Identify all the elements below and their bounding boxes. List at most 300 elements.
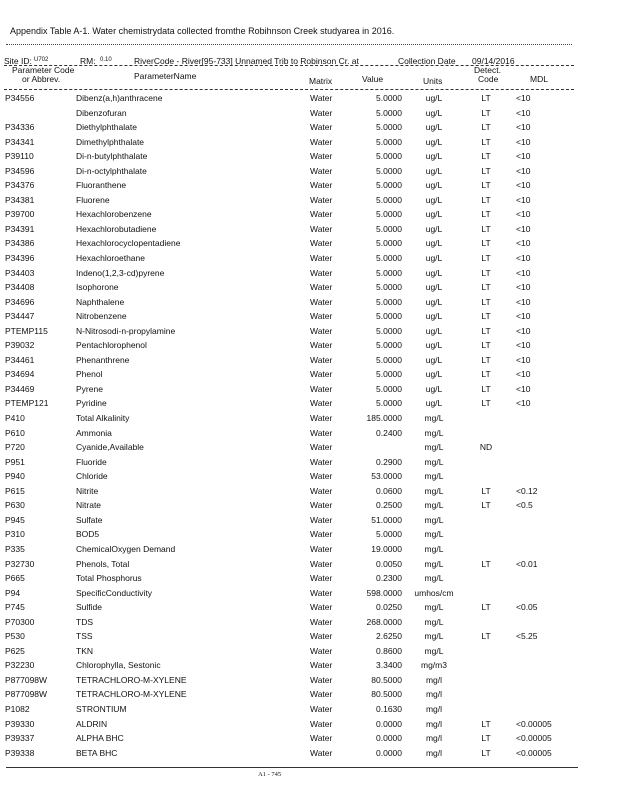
param-code-cell: P32230 (5, 660, 35, 671)
units-cell: mg/L (424, 514, 444, 525)
units-cell: ug/L (425, 267, 443, 278)
param-code-cell: P34696 (5, 296, 35, 307)
matrix-cell: Water (310, 573, 333, 584)
matrix-cell: Water (310, 253, 333, 264)
param-code-cell: P610 (5, 427, 25, 438)
units-cell: mg/L (424, 631, 444, 642)
table-row (4, 367, 574, 382)
rm-value: 0.10 (100, 57, 112, 63)
mdl-cell: <10 (516, 383, 531, 394)
matrix-cell: Water (310, 471, 333, 482)
header-top-dashed-line (4, 65, 574, 66)
param-name-cell: Dibenzofuran (76, 107, 127, 118)
param-name-cell: N-Nitrosodi-n-propylamine (76, 325, 176, 336)
param-code-cell: P530 (5, 631, 25, 642)
value-cell: 5.0000 (376, 340, 402, 351)
detect-code-cell: LT (481, 282, 491, 293)
value-cell: 0.2400 (376, 427, 402, 438)
param-code-cell: P335 (5, 543, 25, 554)
units-cell: mg/l (425, 674, 443, 685)
matrix-cell: Water (310, 456, 333, 467)
value-cell: 5.0000 (376, 165, 402, 176)
param-name-cell: Hexachlorobutadiene (76, 223, 157, 234)
page-number: A1 - 745 (258, 771, 282, 778)
units-cell: ug/L (425, 194, 443, 205)
param-code-cell: PTEMP121 (5, 398, 49, 409)
units-cell: mg/L (424, 529, 444, 540)
detect-code-cell: LT (481, 238, 491, 249)
param-name-cell: Nitrite (76, 485, 99, 496)
units-cell: mg/l (425, 689, 443, 700)
mdl-cell: <0.00005 (516, 718, 552, 729)
value-cell: 0.8600 (376, 645, 402, 656)
detect-code-cell: LT (481, 296, 491, 307)
table-row (4, 527, 574, 542)
value-cell: 5.0000 (376, 383, 402, 394)
value-cell: 185.0000 (366, 413, 402, 424)
value-cell: 5.0000 (376, 180, 402, 191)
matrix-cell: Water (310, 674, 333, 685)
matrix-cell: Water (310, 747, 333, 758)
param-name-cell: Pentachlorophenol (76, 340, 147, 351)
table-row (4, 106, 574, 121)
table-row (4, 295, 574, 310)
table-row (4, 746, 574, 761)
mdl-cell: <0.00005 (516, 733, 552, 744)
mdl-cell: <10 (516, 223, 531, 234)
collection-date-value: 09/14/2016 (472, 56, 515, 66)
mdl-cell: <10 (516, 325, 531, 336)
value-cell: 5.0000 (376, 238, 402, 249)
site-id-label: Site ID: (4, 56, 32, 66)
matrix-cell: Water (310, 558, 333, 569)
value-cell: 5.0000 (376, 107, 402, 118)
matrix-cell: Water (310, 311, 333, 322)
detect-code-cell: LT (481, 558, 491, 569)
matrix-cell: Water (310, 602, 333, 613)
detect-code-cell: LT (481, 383, 491, 394)
param-name-cell: TSS (76, 631, 93, 642)
value-cell: 19.0000 (371, 543, 402, 554)
param-name-cell: ChemicalOxygen Demand (76, 543, 176, 554)
units-cell: ug/L (425, 369, 443, 380)
param-name-cell: Hexachloroethane (76, 253, 145, 264)
param-code-cell: P630 (5, 500, 25, 511)
units-cell: mg/L (424, 500, 444, 511)
mdl-cell: <10 (516, 122, 531, 133)
detect-code-cell: LT (481, 747, 491, 758)
dotted-divider (6, 44, 572, 45)
param-name-cell: Sulfide (76, 602, 102, 613)
matrix-cell: Water (310, 514, 333, 525)
value-cell: 0.0250 (376, 602, 402, 613)
param-name-cell: Chloride (76, 471, 108, 482)
matrix-cell: Water (310, 427, 333, 438)
param-code-cell: P39110 (5, 151, 34, 162)
header-detect: Detect. (474, 65, 501, 75)
units-cell: mg/L (424, 558, 444, 569)
table-row (4, 440, 574, 455)
table-row (4, 178, 574, 193)
table-row (4, 236, 574, 251)
value-cell: 51.0000 (371, 514, 402, 525)
param-code-cell: P34461 (5, 354, 35, 365)
table-row (4, 702, 574, 717)
param-code-cell: P34341 (5, 136, 35, 147)
table-row (4, 629, 574, 644)
header-bottom-dashed-line (4, 89, 574, 90)
units-cell: mg/l (425, 703, 443, 714)
mdl-cell: <0.01 (516, 558, 538, 569)
header-param-name: ParameterName (134, 71, 197, 81)
param-name-cell: STRONTIUM (76, 703, 127, 714)
detect-code-cell: LT (481, 718, 491, 729)
site-id-value: U702 (34, 57, 49, 63)
param-name-cell: Fluorene (76, 194, 110, 205)
table-row (4, 338, 574, 353)
param-code-cell: P34396 (5, 253, 35, 264)
value-cell: 5.0000 (376, 529, 402, 540)
value-cell: 53.0000 (371, 471, 402, 482)
detect-code-cell: LT (481, 180, 491, 191)
param-name-cell: Phenols, Total (76, 558, 130, 569)
footer-line (6, 767, 578, 768)
table-row (4, 731, 574, 746)
value-cell: 5.0000 (376, 93, 402, 103)
table-row (4, 513, 574, 528)
units-cell: ug/L (425, 180, 443, 191)
units-cell: ug/L (425, 383, 443, 394)
matrix-cell: Water (310, 107, 333, 118)
matrix-cell: Water (310, 500, 333, 511)
mdl-cell: <10 (516, 311, 531, 322)
matrix-cell: Water (310, 587, 333, 598)
param-code-cell: P32730 (5, 558, 35, 569)
matrix-cell: Water (310, 282, 333, 293)
units-cell: ug/L (425, 122, 443, 133)
value-cell: 0.2900 (376, 456, 402, 467)
units-cell: mg/L (424, 456, 444, 467)
table-row (4, 717, 574, 732)
param-code-cell: P877098W (5, 689, 48, 700)
matrix-cell: Water (310, 543, 333, 554)
param-code-cell: P410 (5, 413, 25, 424)
table-row (4, 687, 574, 702)
table-title: Appendix Table A-1. Water chemistrydata collected fromthe Robihnson Creek studyarea in 2016. (10, 26, 395, 36)
units-cell: ug/L (425, 311, 443, 322)
header-param-abbrev: or Abbrev. (22, 74, 61, 84)
value-cell: 0.0600 (376, 485, 402, 496)
units-cell: mg/L (424, 413, 444, 424)
param-name-cell: Naphthalene (76, 296, 125, 307)
param-code-cell: P34447 (5, 311, 35, 322)
param-name-cell: TETRACHLORO-M-XYLENE (76, 689, 187, 700)
header-detect-code: Code (478, 74, 499, 84)
matrix-cell: Water (310, 267, 333, 278)
header-matrix: Matrix (309, 76, 333, 86)
value-cell: 5.0000 (376, 282, 402, 293)
mdl-cell: <5.25 (516, 631, 538, 642)
matrix-cell: Water (310, 703, 333, 714)
units-cell: ug/L (425, 223, 443, 234)
units-cell: mg/L (424, 543, 444, 554)
table-row (4, 280, 574, 295)
matrix-cell: Water (310, 165, 333, 176)
units-cell: mg/m3 (421, 660, 447, 671)
value-cell: 5.0000 (376, 209, 402, 220)
param-name-cell: Total Phosphorus (76, 573, 142, 584)
param-name-cell: Sulfate (76, 514, 103, 525)
value-cell: 0.0000 (376, 718, 402, 729)
table-row (4, 207, 574, 222)
param-code-cell: P945 (5, 514, 25, 525)
param-name-cell: TETRACHLORO-M-XYLENE (76, 674, 187, 685)
column-header-row (4, 66, 574, 90)
header-value: Value (362, 74, 384, 84)
matrix-cell: Water (310, 616, 333, 627)
matrix-cell: Water (310, 180, 333, 191)
units-cell: ug/L (425, 325, 443, 336)
detect-code-cell: LT (481, 311, 491, 322)
value-cell: 5.0000 (376, 194, 402, 205)
units-cell: ug/L (425, 296, 443, 307)
units-cell: mg/l (425, 747, 443, 758)
mdl-cell: <10 (516, 209, 531, 220)
matrix-cell: Water (310, 223, 333, 234)
value-cell: 598.0000 (366, 587, 402, 598)
param-name-cell: Nitrate (76, 500, 102, 511)
table-row (4, 251, 574, 266)
detect-code-cell: ND (479, 442, 493, 453)
matrix-cell: Water (310, 296, 333, 307)
param-name-cell: Phenanthrene (76, 354, 130, 365)
param-name-cell: TDS (76, 616, 93, 627)
param-code-cell: PTEMP115 (5, 325, 48, 336)
table-row (4, 557, 574, 572)
value-cell: 5.0000 (376, 267, 402, 278)
detect-code-cell: LT (481, 107, 491, 118)
matrix-cell: Water (310, 383, 333, 394)
header-param-code: Parameter Code (12, 65, 75, 75)
table-row (4, 120, 574, 135)
table-row (4, 469, 574, 484)
table-row (4, 222, 574, 237)
matrix-cell: Water (310, 442, 333, 453)
matrix-cell: Water (310, 645, 333, 656)
param-name-cell: Fluoride (76, 456, 107, 467)
param-name-cell: Di-n-octylphthalate (76, 165, 147, 176)
table-row (4, 164, 574, 179)
param-code-cell: P34336 (5, 122, 35, 133)
table-row (4, 498, 574, 513)
matrix-cell: Water (310, 194, 333, 205)
mdl-cell: <10 (516, 354, 531, 365)
param-name-cell: Hexachlorobenzene (76, 209, 152, 220)
param-code-cell: P34469 (5, 383, 35, 394)
param-code-cell: P34386 (5, 238, 35, 249)
mdl-cell: <10 (516, 194, 531, 205)
value-cell: 0.0050 (376, 558, 402, 569)
matrix-cell: Water (310, 689, 333, 700)
param-code-cell: P34556 (5, 93, 35, 103)
table-row (4, 673, 574, 688)
param-code-cell: P34694 (5, 369, 35, 380)
param-code-cell: P39338 (5, 747, 35, 758)
value-cell: 268.0000 (366, 616, 402, 627)
matrix-cell: Water (310, 718, 333, 729)
value-cell: 5.0000 (376, 296, 402, 307)
matrix-cell: Water (310, 660, 333, 671)
units-cell: mg/l (425, 733, 443, 744)
param-code-cell: P39330 (5, 718, 35, 729)
matrix-cell: Water (310, 354, 333, 365)
detect-code-cell: LT (481, 136, 491, 147)
units-cell: ug/L (425, 282, 443, 293)
table-row (4, 615, 574, 630)
param-name-cell: Dibenz(a,h)anthracene (76, 93, 163, 103)
detect-code-cell: LT (481, 369, 491, 380)
units-cell: mg/L (424, 573, 444, 584)
matrix-cell: Water (310, 209, 333, 220)
param-name-cell: SpecificConductivity (76, 587, 153, 598)
value-cell: 2.6250 (376, 631, 402, 642)
param-name-cell: Chlorophylla, Sestonic (76, 660, 161, 671)
units-cell: ug/L (425, 93, 443, 103)
mdl-cell: <0.05 (516, 602, 538, 613)
mdl-cell: <10 (516, 151, 531, 162)
units-cell: ug/L (425, 136, 443, 147)
detect-code-cell: LT (481, 165, 491, 176)
units-cell: mg/L (424, 616, 444, 627)
value-cell: 0.2500 (376, 500, 402, 511)
param-name-cell: Indeno(1,2,3-cd)pyrene (76, 267, 165, 278)
value-cell: 80.5000 (371, 689, 402, 700)
mdl-cell: <0.5 (516, 500, 533, 511)
value-cell: 5.0000 (376, 223, 402, 234)
value-cell: 5.0000 (376, 369, 402, 380)
mdl-cell: <10 (516, 93, 531, 103)
matrix-cell: Water (310, 340, 333, 351)
units-cell: mg/L (424, 442, 444, 453)
param-name-cell: Phenol (76, 369, 103, 380)
param-code-cell: P39337 (5, 733, 35, 744)
units-cell: ug/L (425, 107, 443, 118)
matrix-cell: Water (310, 136, 333, 147)
detect-code-cell: LT (481, 631, 491, 642)
param-code-cell: P34596 (5, 165, 35, 176)
rm-label: RM: (80, 56, 96, 66)
matrix-cell: Water (310, 631, 333, 642)
matrix-cell: Water (310, 529, 333, 540)
units-cell: ug/L (425, 253, 443, 264)
table-row (4, 411, 574, 426)
value-cell: 0.0000 (376, 733, 402, 744)
param-code-cell: P39032 (5, 340, 35, 351)
param-code-cell: P745 (5, 602, 25, 613)
mdl-cell: <10 (516, 107, 531, 118)
table-row (4, 644, 574, 659)
table-row (4, 309, 574, 324)
units-cell: mg/L (424, 427, 444, 438)
matrix-cell: Water (310, 733, 333, 744)
value-cell: 5.0000 (376, 151, 402, 162)
table-row (4, 324, 574, 339)
detect-code-cell: LT (481, 340, 491, 351)
value-cell: 5.0000 (376, 253, 402, 264)
matrix-cell: Water (310, 485, 333, 496)
table-row (4, 455, 574, 470)
units-cell: ug/L (425, 209, 443, 220)
units-cell: mg/L (424, 485, 444, 496)
param-name-cell: ALDRIN (76, 718, 108, 729)
river-code: RiverCode - River[95-733] Unnamed Trib to Robinson Cr. at (134, 56, 359, 66)
param-name-cell: Total Alkalinity (76, 413, 130, 424)
header-units: Units (423, 76, 443, 86)
table-row (4, 396, 574, 411)
matrix-cell: Water (310, 325, 333, 336)
param-code-cell: P34381 (5, 194, 35, 205)
param-name-cell: BETA BHC (76, 747, 118, 758)
param-name-cell: Pyridine (76, 398, 107, 409)
mdl-cell: <10 (516, 282, 531, 293)
units-cell: ug/L (425, 340, 443, 351)
detect-code-cell: LT (481, 122, 491, 133)
param-code-cell: P310 (5, 529, 25, 540)
table-row (4, 600, 574, 615)
table-row (4, 382, 574, 397)
value-cell: 3.3400 (376, 660, 402, 671)
mdl-cell: <10 (516, 180, 531, 191)
mdl-cell: <10 (516, 369, 531, 380)
mdl-cell: <10 (516, 238, 531, 249)
value-cell: 5.0000 (376, 311, 402, 322)
value-cell: 5.0000 (376, 122, 402, 133)
mdl-cell: <10 (516, 253, 531, 264)
value-cell: 0.0000 (376, 747, 402, 758)
param-name-cell: Fluoranthene (76, 180, 127, 191)
param-code-cell: P39700 (5, 209, 35, 220)
units-cell: mg/l (425, 718, 443, 729)
detect-code-cell: LT (481, 398, 491, 409)
detect-code-cell: LT (481, 253, 491, 264)
matrix-cell: Water (310, 398, 333, 409)
param-name-cell: Diethylphthalate (76, 122, 137, 133)
param-code-cell: P940 (5, 471, 25, 482)
param-code-cell: P615 (5, 485, 25, 496)
mdl-cell: <0.12 (516, 485, 538, 496)
detect-code-cell: LT (481, 325, 491, 336)
table-row (4, 658, 574, 673)
matrix-cell: Water (310, 93, 333, 103)
units-cell: mg/L (424, 602, 444, 613)
detect-code-cell: LT (481, 354, 491, 365)
matrix-cell: Water (310, 151, 333, 162)
value-cell: 0.1630 (376, 703, 402, 714)
mdl-cell: <10 (516, 165, 531, 176)
value-cell: 5.0000 (376, 325, 402, 336)
param-code-cell: P1082 (5, 703, 30, 714)
table-row (4, 484, 574, 499)
detect-code-cell: LT (481, 602, 491, 613)
param-name-cell: Nitrobenzene (76, 311, 127, 322)
detect-code-cell: LT (481, 267, 491, 278)
param-name-cell: Cyanide,Available (76, 442, 144, 453)
param-code-cell: P665 (5, 573, 25, 584)
mdl-cell: <10 (516, 136, 531, 147)
detect-code-cell: LT (481, 223, 491, 234)
table-row (4, 426, 574, 441)
header-mdl: MDL (530, 74, 548, 84)
